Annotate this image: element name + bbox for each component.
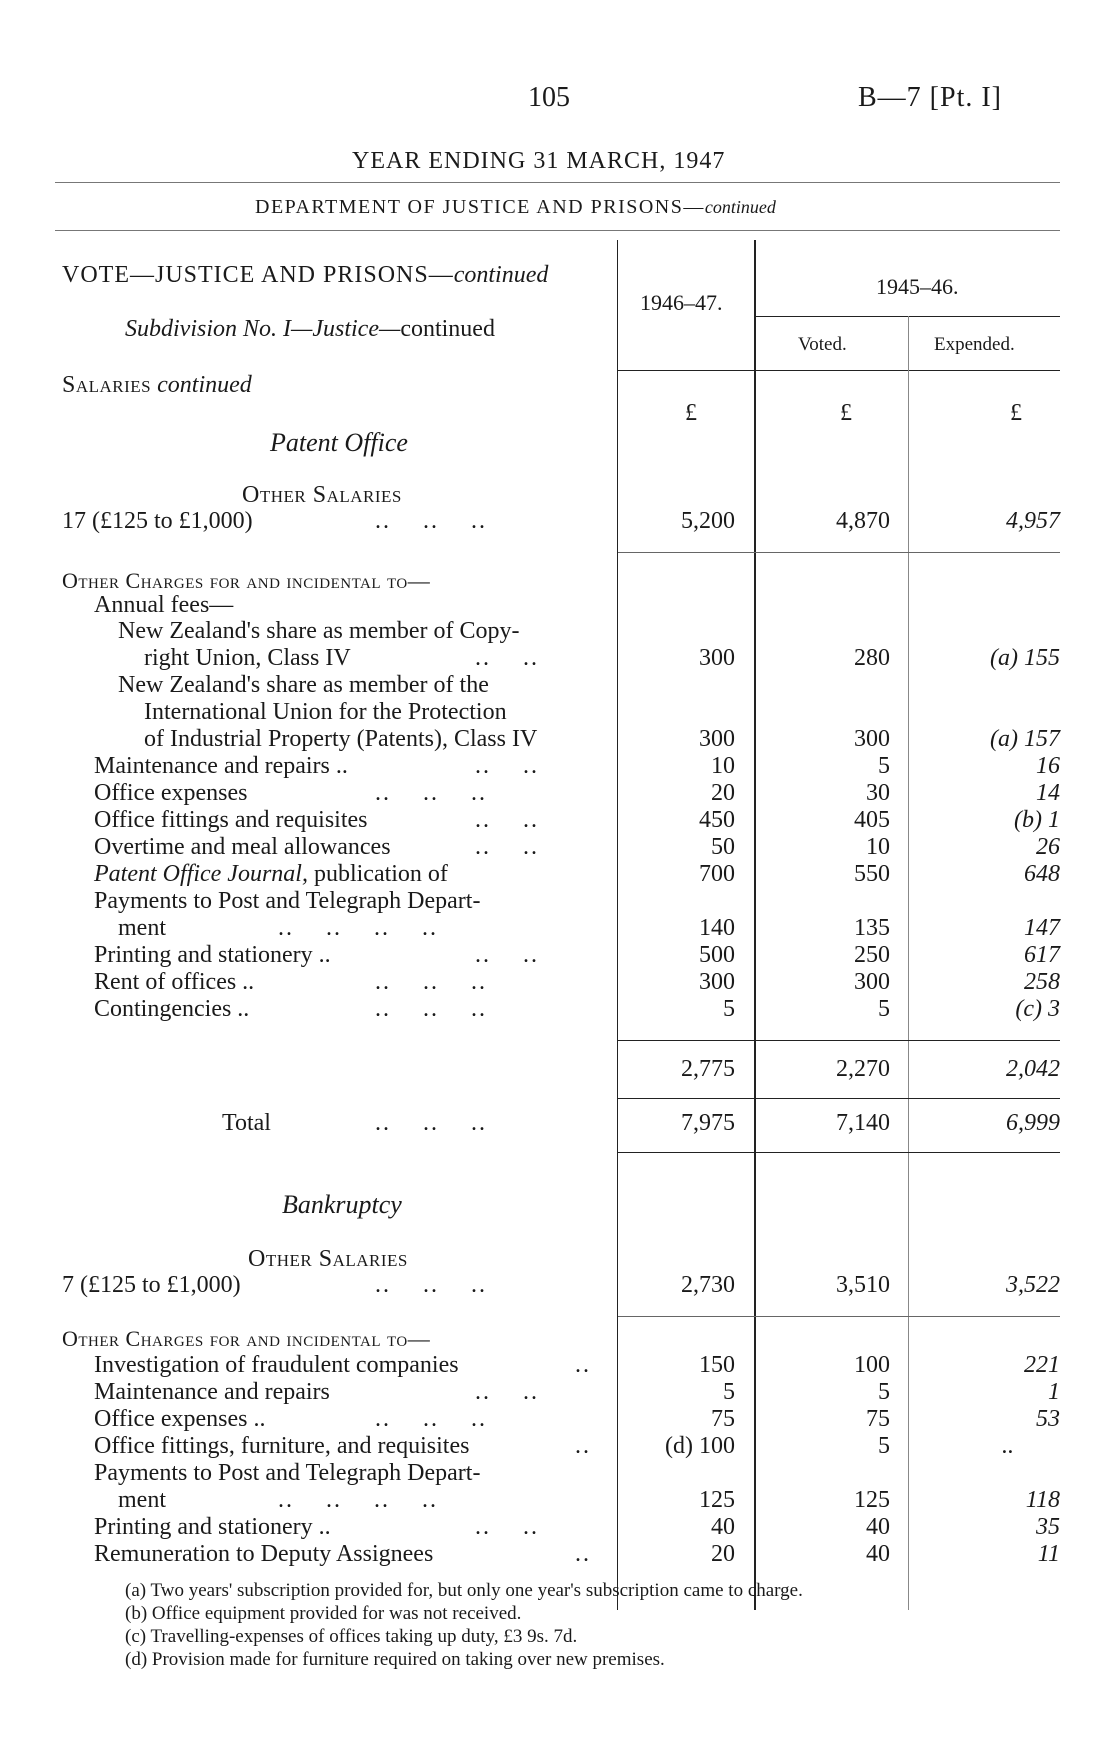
- row-label: Office fittings, furniture, and requisites: [94, 1433, 470, 1459]
- column-rule-2: [754, 240, 756, 1610]
- leader-dots: .. ..: [475, 834, 539, 860]
- column-rule-1: [617, 240, 618, 1610]
- total-1946-47: 7,975: [681, 1110, 735, 1136]
- total-expended: 6,999: [1006, 1110, 1060, 1136]
- patent-office-heading: Patent Office: [270, 428, 408, 457]
- value-voted: 135: [854, 915, 890, 941]
- leader-dots: .. .. ..: [375, 1272, 487, 1298]
- row-label: Printing and stationery ..: [94, 942, 331, 968]
- value-1946-47: 40: [711, 1514, 735, 1540]
- leader-dots: .. .. ..: [375, 780, 487, 806]
- salaries-continued: continued: [157, 372, 252, 398]
- value-voted: 405: [854, 807, 890, 833]
- leader-dots: .. .. ..: [375, 508, 487, 534]
- leader-dots: ..: [575, 1541, 591, 1567]
- bankruptcy-other-charges: Other Charges for and incidental to—: [62, 1326, 431, 1351]
- row-label: Office fittings and requisites: [94, 807, 368, 833]
- header-rule-bottom: [55, 230, 1060, 231]
- value-1946-47: 150: [699, 1352, 735, 1378]
- value-voted: 5: [878, 1433, 890, 1459]
- row-label: Maintenance and repairs: [94, 1379, 330, 1405]
- value-1946-47: 300: [699, 645, 735, 671]
- value-voted: 100: [854, 1352, 890, 1378]
- section-rule: [618, 1316, 1060, 1317]
- value-expended: 14: [1036, 780, 1060, 806]
- currency-col2: £: [840, 400, 852, 426]
- row-label: Printing and stationery ..: [94, 1514, 331, 1540]
- leader-dots: ..: [575, 1352, 591, 1378]
- header-rule-top: [55, 182, 1060, 183]
- post-label-1: Payments to Post and Telegraph Depart-: [94, 888, 481, 914]
- document-reference: B—7 [Pt. I]: [858, 82, 1002, 113]
- value-1946-47: 300: [699, 726, 735, 752]
- value-expended: 221: [1024, 1352, 1060, 1378]
- value-1946-47: 5: [723, 996, 735, 1022]
- industrial-label-3: of Industrial Property (Patents), Class IV: [144, 726, 538, 752]
- value-expended: (c) 3: [1015, 996, 1060, 1022]
- value-1946-47: (d) 100: [665, 1433, 735, 1459]
- column-voted: Voted.: [798, 334, 847, 355]
- footnote-a: (a) Two years' subscription provided for, but only one year's subscription came to charge.: [125, 1580, 803, 1601]
- salaries-text: Salaries: [62, 372, 152, 398]
- value-expended: 648: [1024, 861, 1060, 887]
- year-title: YEAR ENDING 31 MARCH, 1947: [352, 148, 726, 174]
- value-voted: 300: [854, 726, 890, 752]
- leader-dots: .. .. ..: [375, 996, 487, 1022]
- value-1946-47: 75: [711, 1406, 735, 1432]
- row-label: Overtime and meal allowances: [94, 834, 391, 860]
- value-1946-47: 700: [699, 861, 735, 887]
- value-expended: 53: [1036, 1406, 1060, 1432]
- patent-other-salaries: Other Salaries: [242, 482, 402, 508]
- value-voted: 40: [866, 1541, 890, 1567]
- leader-dots: .. .. .. ..: [278, 915, 438, 941]
- value-1946-47: 125: [699, 1487, 735, 1513]
- leader-dots: ..: [575, 1433, 591, 1459]
- industrial-label-2: International Union for the Protection: [144, 699, 507, 725]
- value-voted: 280: [854, 645, 890, 671]
- value-expended: (a) 157: [990, 726, 1060, 752]
- row-label: [94, 861, 448, 888]
- post-label-1: Payments to Post and Telegraph Depart-: [94, 1460, 481, 1486]
- vote-title: [62, 262, 548, 289]
- subtotal-rule: [618, 1040, 1060, 1041]
- bankruptcy-heading: Bankruptcy: [282, 1190, 402, 1219]
- subdivision-title: [125, 316, 495, 343]
- value-expended: 4,957: [1006, 508, 1060, 534]
- column-1946-47: 1946–47.: [640, 290, 723, 315]
- value-1946-47: 500: [699, 942, 735, 968]
- value-1946-47: 2,730: [681, 1272, 735, 1298]
- subtotal-voted: 2,270: [836, 1056, 890, 1082]
- value-voted: 10: [866, 834, 890, 860]
- vote-title-continued: continued: [453, 262, 549, 288]
- row-label: Contingencies ..: [94, 996, 250, 1022]
- leader-dots: .. ..: [475, 807, 539, 833]
- leader-dots: .. .. ..: [375, 1406, 487, 1432]
- row-label: Maintenance and repairs ..: [94, 753, 348, 779]
- column-expended: Expended.: [934, 334, 1015, 355]
- value-1946-47: 10: [711, 753, 735, 779]
- row-label: Rent of offices ..: [94, 969, 255, 995]
- subtotal-expended: 2,042: [1006, 1056, 1060, 1082]
- value-expended: ..: [1002, 1433, 1014, 1459]
- subdivision-continued: continued: [400, 316, 495, 342]
- value-expended: (a) 155: [990, 645, 1060, 671]
- value-expended: 11: [1037, 1541, 1060, 1567]
- value-1946-47: 140: [699, 915, 735, 941]
- row-label: Office expenses ..: [94, 1406, 266, 1432]
- row-label: Remuneration to Deputy Assignees: [94, 1541, 434, 1567]
- salaries-heading: [62, 372, 252, 399]
- value-voted: 75: [866, 1406, 890, 1432]
- value-1946-47: 20: [711, 780, 735, 806]
- copyright-label-1: New Zealand's share as member of Copy-: [118, 618, 520, 644]
- value-voted: 30: [866, 780, 890, 806]
- journal-name: Patent Office Journal,: [94, 861, 308, 887]
- value-voted: 250: [854, 942, 890, 968]
- section-rule: [618, 552, 1060, 553]
- value-voted: 40: [866, 1514, 890, 1540]
- vote-title-text: VOTE—JUSTICE AND PRISONS—: [62, 262, 454, 288]
- value-voted: 3,510: [836, 1272, 890, 1298]
- subdivision-text: Subdivision No. I—Justice—: [125, 316, 401, 342]
- currency-col1: £: [685, 400, 697, 426]
- value-expended: 258: [1024, 969, 1060, 995]
- leader-dots: .. .. ..: [375, 1110, 487, 1136]
- value-expended: 16: [1036, 753, 1060, 779]
- subtotal-1946-47: 2,775: [681, 1056, 735, 1082]
- value-voted: 5: [878, 1379, 890, 1405]
- value-expended: 617: [1024, 942, 1060, 968]
- department-name: DEPARTMENT OF JUSTICE AND PRISONS—: [255, 196, 705, 218]
- value-expended: 118: [1025, 1487, 1060, 1513]
- page-number: 105: [528, 82, 570, 113]
- bankruptcy-other-salaries: Other Salaries: [248, 1246, 408, 1272]
- row-label: Office expenses: [94, 780, 248, 806]
- leader-dots: .. ..: [475, 753, 539, 779]
- value-expended: 147: [1024, 915, 1060, 941]
- total-bottom-rule: [618, 1152, 1060, 1153]
- column-rule-3: [908, 316, 909, 1610]
- value-expended: (b) 1: [1014, 807, 1060, 833]
- column-header-rule: [618, 370, 1060, 371]
- value-voted: 550: [854, 861, 890, 887]
- total-rule: [618, 1098, 1060, 1099]
- patent-other-charges: Other Charges for and incidental to—: [62, 568, 431, 593]
- total-voted: 7,140: [836, 1110, 890, 1136]
- value-voted: 5: [878, 753, 890, 779]
- value-1946-47: 450: [699, 807, 735, 833]
- copyright-label-2: right Union, Class IV: [144, 645, 351, 671]
- value-1946-47: 5: [723, 1379, 735, 1405]
- value-voted: 5: [878, 996, 890, 1022]
- column-1945-46: 1945–46.: [876, 274, 959, 299]
- footnote-d: (d) Provision made for furniture required on taking over new premises.: [125, 1649, 665, 1670]
- value-expended: 35: [1036, 1514, 1060, 1540]
- leader-dots: .. ..: [475, 645, 539, 671]
- value-expended: 26: [1036, 834, 1060, 860]
- row-label: Investigation of fraudulent companies: [94, 1352, 459, 1378]
- value-voted: 300: [854, 969, 890, 995]
- footnote-b: (b) Office equipment provided for was not received.: [125, 1603, 522, 1624]
- row-label: 7 (£125 to £1,000): [62, 1272, 241, 1298]
- post-label-2: ment: [118, 915, 166, 941]
- department-title: [255, 196, 776, 219]
- value-expended: 3,522: [1006, 1272, 1060, 1298]
- leader-dots: .. ..: [475, 942, 539, 968]
- value-1946-47: 50: [711, 834, 735, 860]
- value-voted: 125: [854, 1487, 890, 1513]
- leader-dots: .. .. ..: [375, 969, 487, 995]
- value-1946-47: 300: [699, 969, 735, 995]
- row-label: 17 (£125 to £1,000): [62, 508, 253, 534]
- value-1946-47: 5,200: [681, 508, 735, 534]
- currency-col3: £: [1010, 400, 1022, 426]
- post-label-2: ment: [118, 1487, 166, 1513]
- value-voted: 4,870: [836, 508, 890, 534]
- total-label: Total: [222, 1110, 271, 1136]
- value-expended: 1: [1048, 1379, 1060, 1405]
- leader-dots: .. ..: [475, 1379, 539, 1405]
- leader-dots: .. ..: [475, 1514, 539, 1540]
- department-continued: continued: [704, 197, 776, 217]
- industrial-label-1: New Zealand's share as member of the: [118, 672, 489, 698]
- leader-dots: .. .. .. ..: [278, 1487, 438, 1513]
- value-1946-47: 20: [711, 1541, 735, 1567]
- annual-fees-label: Annual fees—: [94, 592, 234, 618]
- journal-rest: publication of: [307, 861, 448, 887]
- footnote-c: (c) Travelling-expenses of offices taking up duty, £3 9s. 7d.: [125, 1626, 578, 1647]
